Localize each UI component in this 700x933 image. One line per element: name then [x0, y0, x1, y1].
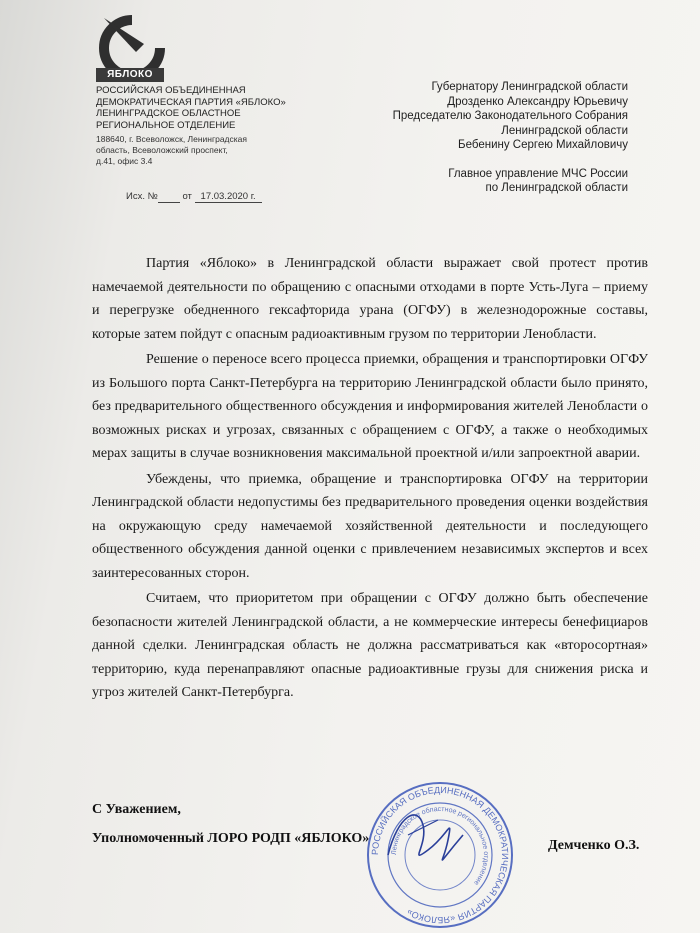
handwritten-signature-icon — [378, 795, 468, 875]
outgoing-date: 17.03.2020 г. — [195, 191, 262, 203]
outgoing-number — [126, 191, 262, 203]
recipient-line: Дрозденко Александру Юрьевичу — [447, 95, 628, 108]
org-line: РОССИЙСКАЯ ОБЪЕДИНЕННАЯ — [96, 85, 246, 96]
body-paragraph: Убеждены, что приемка, обращение и транспортировка ОГФУ на территории Ленинградской области недопустимы без предварительного проведения оценки воздействия на окружающую среду намечаемой хозяйственной деятельности и последующего общественного обсуждения данной оценки с привлечением независимых экспертов и всех заинтересованных сторон. — [92, 471, 648, 581]
org-line: ЛЕНИНГРАДСКОЕ ОБЛАСТНОЕ — [96, 108, 241, 119]
body-paragraph: Решение о переносе всего процесса приемки, обращения и транспортировки ОГФУ из Большого порта Санкт-Петербурга на территорию Ленинградской области было принято, без предварительного общественного обсуждения и информирования жителей Ленобласти о возможных рисках и угрозах, связанных с обращением с ОГФУ, а также о необходимых мерах защиты в случае возникновения максимальной проектной и/или запроектной аварии. — [92, 352, 648, 461]
org-address — [96, 134, 296, 167]
closing-position: Уполномоченный ЛОРО РОДП «ЯБЛОКО» — [92, 831, 370, 846]
outgoing-number-blank — [158, 191, 180, 203]
outgoing-from: от — [182, 191, 192, 202]
organization-block — [96, 85, 296, 167]
stamp-outer-text: РОССИЙСКАЯ ОБЪЕДИНЕННАЯ ДЕМОКРАТИЧЕСКАЯ ПАРТИЯ «ЯБЛОКО» — [369, 784, 511, 926]
recipient-line: Ленинградской области — [501, 124, 628, 137]
org-line: ДЕМОКРАТИЧЕСКАЯ ПАРТИЯ «ЯБЛОКО» — [96, 96, 286, 108]
org-line: РЕГИОНАЛЬНОЕ ОТДЕЛЕНИЕ — [96, 119, 236, 131]
address-line: область, Всеволожский проспект, — [96, 145, 228, 155]
recipient-line: Губернатору Ленинградской области — [431, 81, 628, 93]
body-paragraph: Партия «Яблоко» в Ленинградской области выражает свой протест против намечаемой деятельности по обращению с опасными отходами в порте Усть-Луга – приему и перегрузке обедненного гексафторида урана (ОГФУ) в железнодорожные составы, которые затем пойдут с опасным радиоактивным грузом по территории Ленобласти. — [92, 256, 648, 342]
letter-body — [92, 252, 648, 705]
recipients-block — [328, 80, 628, 196]
mchs-line: по Ленинградской области — [485, 182, 628, 194]
body-paragraph: Считаем, что приоритетом при обращении с ОГФУ должно быть обеспечение безопасности жителей Ленинградской области, а не коммерческие интересы бенефициаров данной сделки. Ленинградская область не должна рассматриваться как «второсортная» территорию, куда перенаправляют опасные радиоактивные грузы для снижения риска и угроз жителей Санкт-Петербурга. — [92, 591, 648, 700]
outgoing-label: Исх. № — [126, 191, 158, 202]
signer-name: Демченко О.З. — [548, 838, 640, 853]
address-line: 188640, г. Всеволожск, Ленинградская — [96, 134, 247, 144]
stamp-inner-text: Ленинградское областное региональное отделение — [390, 805, 490, 887]
recipient-line: Бебенину Сергею Михайловичу — [458, 139, 628, 151]
logo-word: ЯБЛОКО — [96, 68, 164, 82]
mchs-line: Главное управление МЧС России — [448, 167, 628, 180]
closing-block — [92, 795, 369, 853]
address-line: д.41, офис 3.4 — [96, 156, 153, 166]
recipient-line: Председателю Законодательного Собрания — [392, 110, 628, 122]
closing-regards: С Уважением, — [92, 802, 181, 817]
